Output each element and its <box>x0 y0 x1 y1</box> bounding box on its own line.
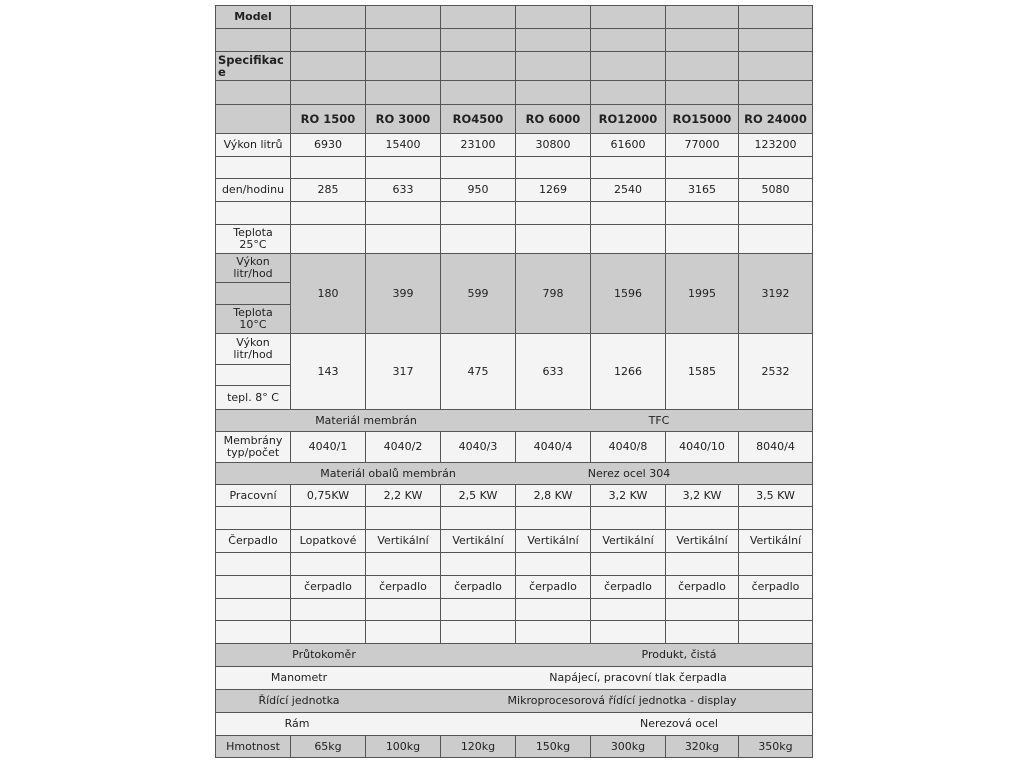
table-row <box>216 179 813 202</box>
table-row <box>216 157 813 179</box>
row-label: Teplota 25°C <box>216 225 291 254</box>
model-header: RO 24000 <box>739 105 813 134</box>
table-cell: 798 <box>516 254 591 334</box>
row-label <box>216 283 291 305</box>
empty-cell <box>591 29 666 52</box>
row-label <box>216 105 291 134</box>
empty-cell <box>666 157 739 179</box>
model-header: RO 1500 <box>291 105 366 134</box>
empty-cell <box>591 52 666 81</box>
empty-cell <box>516 29 591 52</box>
table-cell: 77000 <box>666 134 739 157</box>
model-header: RO15000 <box>666 105 739 134</box>
row-label: Membrány typ/počet <box>216 432 291 463</box>
empty-cell <box>516 225 591 254</box>
table-cell: 150kg <box>516 736 591 758</box>
empty-cell <box>516 52 591 81</box>
table-cell: 30800 <box>516 134 591 157</box>
table-cell: 320kg <box>666 736 739 758</box>
empty-cell <box>291 599 366 621</box>
table-row <box>216 553 813 576</box>
empty-cell <box>666 599 739 621</box>
table-cell: 475 <box>441 334 516 410</box>
model-header: RO12000 <box>591 105 666 134</box>
table-cell: čerpadlo <box>666 576 739 599</box>
row-label <box>216 202 291 225</box>
row-label: Hmotnost <box>216 736 291 758</box>
table-cell: 15400 <box>366 134 441 157</box>
table-cell: čerpadlo <box>441 576 516 599</box>
empty-cell <box>591 507 666 530</box>
specification-table <box>215 5 813 758</box>
empty-cell <box>739 157 813 179</box>
empty-cell <box>441 599 516 621</box>
empty-cell <box>516 6 591 29</box>
table-row <box>216 713 813 736</box>
table-row <box>216 485 813 507</box>
table-cell: Vertikální <box>591 530 666 553</box>
merged-row-cell <box>216 463 813 485</box>
table-cell: 4040/2 <box>366 432 441 463</box>
table-cell: 3,2 KW <box>666 485 739 507</box>
empty-cell <box>366 81 441 105</box>
table-cell: 350kg <box>739 736 813 758</box>
row-label <box>216 365 291 386</box>
table-row <box>216 463 813 485</box>
empty-cell <box>739 507 813 530</box>
empty-cell <box>666 6 739 29</box>
empty-cell <box>516 202 591 225</box>
table-cell: 3165 <box>666 179 739 202</box>
row-label: Model <box>216 6 291 29</box>
row-value: Nerez ocel 304 <box>587 466 671 480</box>
table-row <box>216 599 813 621</box>
empty-cell <box>591 202 666 225</box>
table-row <box>216 576 813 599</box>
table-cell: 8040/4 <box>739 432 813 463</box>
row-value: TFC <box>648 413 670 427</box>
table-cell: 2540 <box>591 179 666 202</box>
row-label: Čerpadlo <box>216 530 291 553</box>
table-row <box>216 52 813 81</box>
empty-cell <box>739 202 813 225</box>
empty-cell <box>366 52 441 81</box>
empty-cell <box>366 157 441 179</box>
table-row <box>216 507 813 530</box>
row-label: tepl. 8° C <box>216 386 291 410</box>
empty-cell <box>441 225 516 254</box>
table-cell: 0,75KW <box>291 485 366 507</box>
merged-row-cell <box>216 644 813 667</box>
row-value: Napájecí, pracovní tlak čerpadla <box>549 671 727 684</box>
row-label: Manometr <box>270 671 328 684</box>
empty-cell <box>591 157 666 179</box>
empty-cell <box>666 507 739 530</box>
empty-cell <box>441 553 516 576</box>
empty-cell <box>366 553 441 576</box>
table-cell: 2,8 KW <box>516 485 591 507</box>
empty-cell <box>291 553 366 576</box>
row-value: Produkt, čistá <box>641 648 717 661</box>
table-row <box>216 254 813 283</box>
empty-cell <box>441 81 516 105</box>
row-label: Teplota 10°C <box>216 305 291 334</box>
empty-cell <box>591 621 666 644</box>
row-label <box>216 621 291 644</box>
table-row <box>216 225 813 254</box>
empty-cell <box>291 225 366 254</box>
model-header: RO4500 <box>441 105 516 134</box>
table-cell: 3,2 KW <box>591 485 666 507</box>
row-label: Pracovní <box>216 485 291 507</box>
table-row <box>216 644 813 667</box>
table-cell: 2532 <box>739 334 813 410</box>
empty-cell <box>739 81 813 105</box>
empty-cell <box>739 6 813 29</box>
row-label <box>216 507 291 530</box>
empty-cell <box>666 202 739 225</box>
row-label <box>216 157 291 179</box>
table-cell: 100kg <box>366 736 441 758</box>
table-cell: 5080 <box>739 179 813 202</box>
table-cell: 3192 <box>739 254 813 334</box>
empty-cell <box>666 621 739 644</box>
empty-cell <box>441 52 516 81</box>
row-label: Výkon litr/hod <box>216 334 291 365</box>
empty-cell <box>739 553 813 576</box>
table-cell: 1585 <box>666 334 739 410</box>
table-cell: 4040/4 <box>516 432 591 463</box>
row-label: Rám <box>284 717 310 730</box>
empty-cell <box>441 202 516 225</box>
row-label: Materiál membrán <box>315 413 417 427</box>
table-cell: 633 <box>516 334 591 410</box>
table-cell: čerpadlo <box>739 576 813 599</box>
row-label: Specifikace <box>216 52 291 81</box>
empty-cell <box>591 553 666 576</box>
table-cell: 1266 <box>591 334 666 410</box>
row-label: Materiál obalů membrán <box>320 466 456 480</box>
empty-cell <box>291 157 366 179</box>
table-cell: 65kg <box>291 736 366 758</box>
empty-cell <box>516 553 591 576</box>
table-cell: 4040/8 <box>591 432 666 463</box>
row-label: Průtokoměr <box>292 648 356 661</box>
empty-cell <box>441 621 516 644</box>
table-cell: 120kg <box>441 736 516 758</box>
empty-cell <box>666 225 739 254</box>
table-row <box>216 621 813 644</box>
model-header: RO 6000 <box>516 105 591 134</box>
table-cell: Vertikální <box>666 530 739 553</box>
empty-cell <box>366 202 441 225</box>
empty-cell <box>591 81 666 105</box>
empty-cell <box>739 52 813 81</box>
table-cell: 2,5 KW <box>441 485 516 507</box>
row-label: Řídící jednotka <box>258 694 340 707</box>
table-cell: Vertikální <box>739 530 813 553</box>
table-cell: 317 <box>366 334 441 410</box>
empty-cell <box>739 599 813 621</box>
table-row <box>216 667 813 690</box>
empty-cell <box>666 52 739 81</box>
empty-cell <box>666 29 739 52</box>
empty-cell <box>739 621 813 644</box>
table-cell: 2,2 KW <box>366 485 441 507</box>
empty-cell <box>666 553 739 576</box>
table-cell: 6930 <box>291 134 366 157</box>
table-cell: 1596 <box>591 254 666 334</box>
empty-cell <box>739 225 813 254</box>
table-cell: 300kg <box>591 736 666 758</box>
table-cell: Vertikální <box>366 530 441 553</box>
table-cell: 23100 <box>441 134 516 157</box>
row-label <box>216 29 291 52</box>
empty-cell <box>291 81 366 105</box>
empty-cell <box>591 599 666 621</box>
empty-cell <box>666 81 739 105</box>
empty-cell <box>516 157 591 179</box>
empty-cell <box>516 507 591 530</box>
table-cell: 3,5 KW <box>739 485 813 507</box>
table-cell: 4040/3 <box>441 432 516 463</box>
empty-cell <box>441 157 516 179</box>
empty-cell <box>516 621 591 644</box>
row-label <box>216 81 291 105</box>
empty-cell <box>291 6 366 29</box>
empty-cell <box>739 29 813 52</box>
empty-cell <box>291 29 366 52</box>
empty-cell <box>291 52 366 81</box>
empty-cell <box>441 507 516 530</box>
table-row <box>216 105 813 134</box>
table-cell: čerpadlo <box>591 576 666 599</box>
table-cell: 61600 <box>591 134 666 157</box>
empty-cell <box>441 29 516 52</box>
table-row <box>216 29 813 52</box>
table-cell: 285 <box>291 179 366 202</box>
empty-cell <box>366 6 441 29</box>
row-label: Výkon litrů <box>216 134 291 157</box>
row-label: Výkon litr/hod <box>216 254 291 283</box>
table-cell: 123200 <box>739 134 813 157</box>
row-label: den/hodinu <box>216 179 291 202</box>
row-value: Nerezová ocel <box>640 717 718 730</box>
empty-cell <box>366 225 441 254</box>
table-row <box>216 530 813 553</box>
table-row <box>216 334 813 365</box>
table-cell: 1995 <box>666 254 739 334</box>
empty-cell <box>291 507 366 530</box>
empty-cell <box>441 6 516 29</box>
empty-cell <box>366 507 441 530</box>
table-cell: 180 <box>291 254 366 334</box>
table-row <box>216 432 813 463</box>
table-cell: 599 <box>441 254 516 334</box>
table-cell: 633 <box>366 179 441 202</box>
table-row <box>216 6 813 29</box>
table-cell: 399 <box>366 254 441 334</box>
empty-cell <box>516 81 591 105</box>
empty-cell <box>366 599 441 621</box>
row-value: Mikroprocesorová řídící jednotka - display <box>507 694 737 707</box>
empty-cell <box>516 599 591 621</box>
table-row <box>216 81 813 105</box>
row-label <box>216 576 291 599</box>
table-cell: čerpadlo <box>366 576 441 599</box>
table-cell: čerpadlo <box>516 576 591 599</box>
table-cell: 1269 <box>516 179 591 202</box>
table-row <box>216 410 813 432</box>
table-cell: Vertikální <box>441 530 516 553</box>
row-label <box>216 599 291 621</box>
merged-row-cell <box>216 667 813 690</box>
merged-row-cell <box>216 713 813 736</box>
table-cell: 950 <box>441 179 516 202</box>
merged-row-cell <box>216 690 813 713</box>
table-cell: 4040/1 <box>291 432 366 463</box>
empty-cell <box>591 225 666 254</box>
table-cell: 4040/10 <box>666 432 739 463</box>
table-cell: Lopatkové <box>291 530 366 553</box>
table-cell: čerpadlo <box>291 576 366 599</box>
table-cell: 143 <box>291 334 366 410</box>
empty-cell <box>366 621 441 644</box>
model-header: RO 3000 <box>366 105 441 134</box>
table-row <box>216 736 813 758</box>
table-row <box>216 202 813 225</box>
row-label <box>216 553 291 576</box>
merged-row-cell <box>216 410 813 432</box>
empty-cell <box>291 621 366 644</box>
empty-cell <box>291 202 366 225</box>
empty-cell <box>591 6 666 29</box>
table-row <box>216 690 813 713</box>
empty-cell <box>366 29 441 52</box>
table-row <box>216 134 813 157</box>
table-cell: Vertikální <box>516 530 591 553</box>
